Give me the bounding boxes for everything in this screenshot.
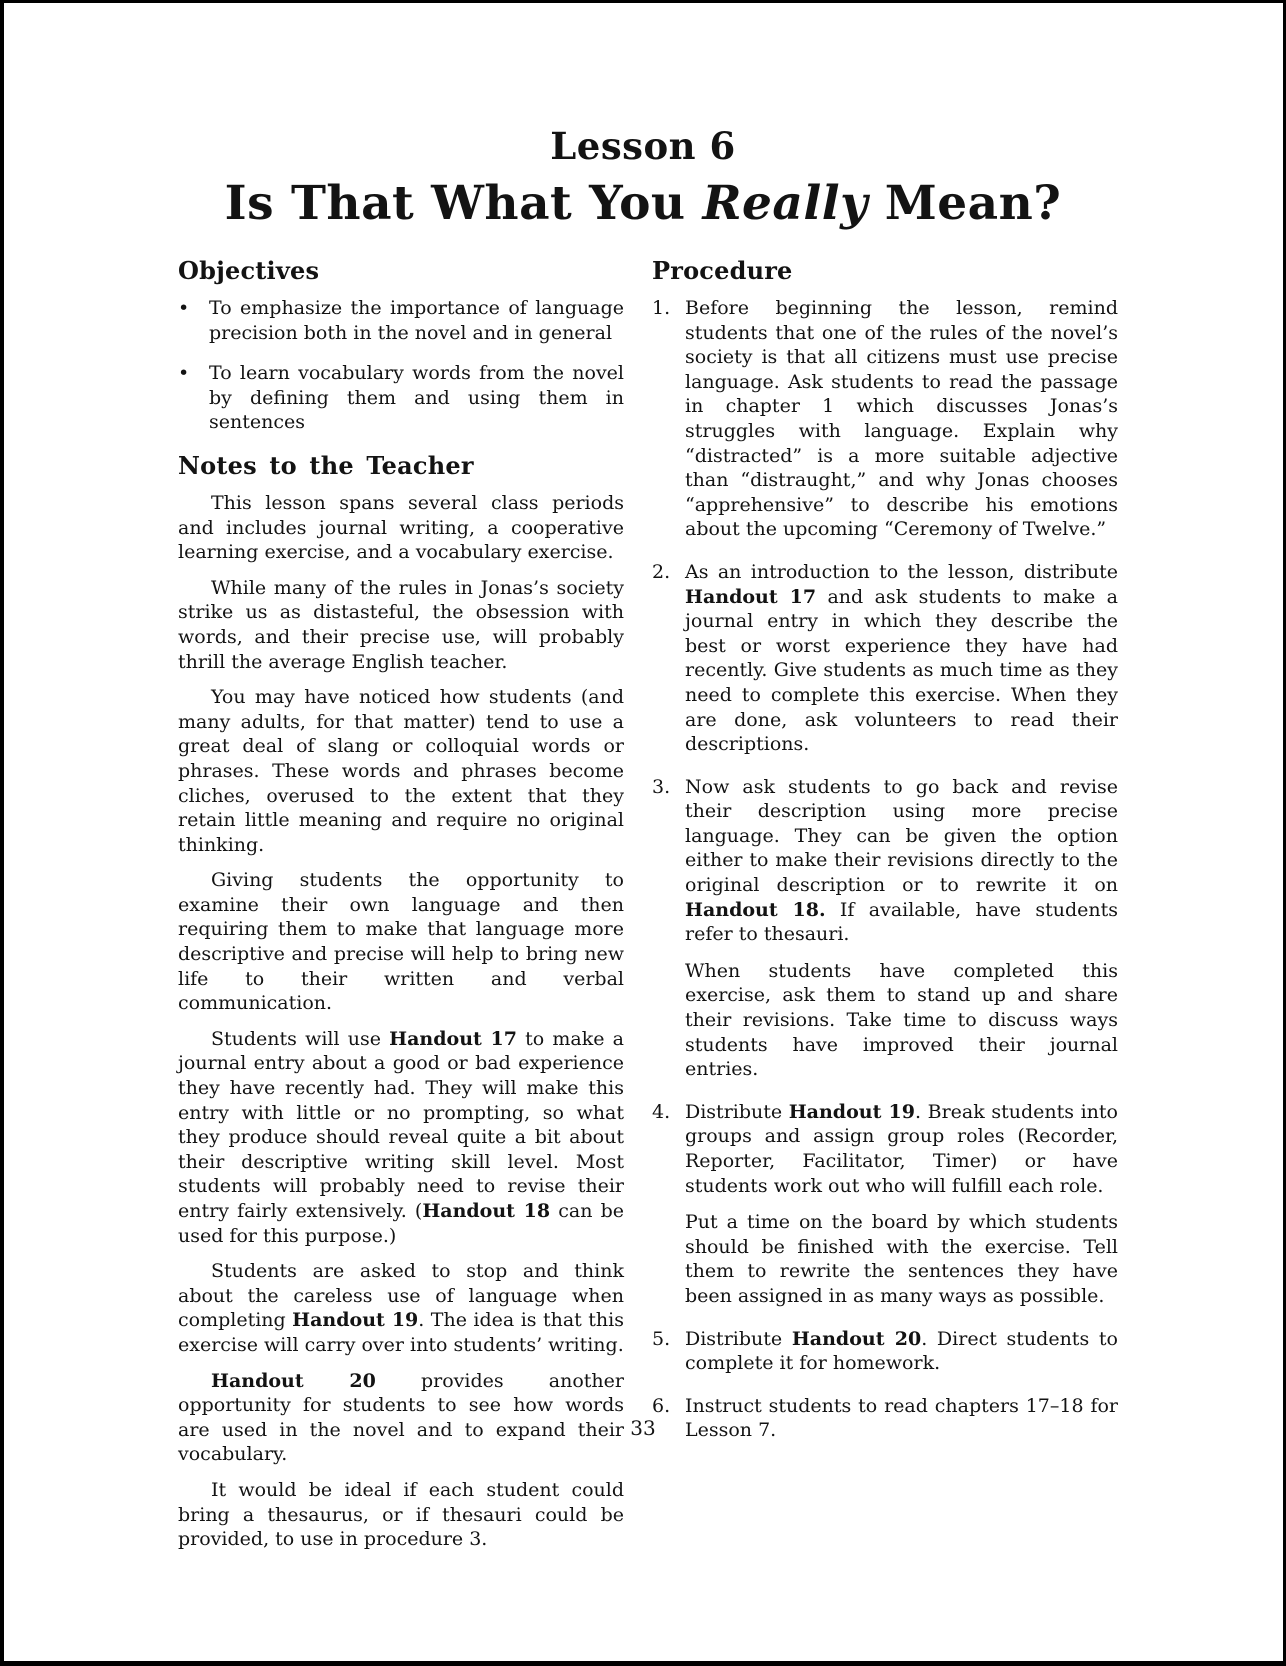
left-column	[178, 256, 624, 1563]
paragraph: Distribute Handout 19. Break students into groups and assign group roles (Recorder, Reporter, Facilitator, Timer) or have students work out who will fulfill each role.	[685, 1100, 1118, 1197]
item-number: 6.	[652, 1394, 671, 1417]
procedure-item-body	[685, 1100, 1118, 1309]
procedure-item-body	[685, 296, 1118, 542]
item-number: 2.	[652, 560, 671, 583]
item-number: 5.	[652, 1327, 671, 1350]
procedure-item-body	[685, 560, 1118, 757]
objective-item	[178, 296, 624, 345]
paragraph: When students have completed this exercise, ask them to stand up and share their revisions. Take time to discuss ways students have improved their journal entries.	[685, 959, 1118, 1081]
right-column	[652, 256, 1118, 1461]
procedure-item-body	[685, 775, 1118, 1082]
item-number: 3.	[652, 775, 671, 798]
lesson-number: Lesson 6	[550, 124, 736, 168]
lesson-title: Is That What You Really Mean?	[224, 176, 1062, 231]
paragraph: Students are asked to stop and think about the careless use of language when completing Handout 19. The idea is that this exercise will carry over into students’ writing.	[178, 1260, 624, 1356]
objectives-heading: Objectives	[178, 256, 320, 285]
paragraph: Students will use Handout 17 to make a journal entry about a good or bad experience they have recently had. They will make this entry with little or no prompting, so what they produce should reveal quite a bit about their descriptive writing skill level. Most students will probably need to revise their entry fairly extensively. (Handout 18 can be used for this purpose.)	[178, 1027, 624, 1247]
paragraph: Handout 20 provides another opportunity for students to see how words are used in the novel and to expand their vocabulary.	[178, 1369, 624, 1466]
bullet-icon: •	[178, 297, 190, 319]
objective-item	[178, 361, 624, 435]
procedure-item	[652, 1327, 1118, 1376]
paragraph: You may have noticed how students (and many adults, for that matter) tend to use a great deal of slang or colloquial words or phrases. These words and phrases become cliches, overused to the extent that they retain little meaning and require no original thinking.	[178, 686, 624, 856]
procedure-item-body	[685, 1327, 1118, 1376]
paragraph: Put a time on the board by which students should be finished with the exercise. Tell them to rewrite the sentences they have been assigned in as many ways as possible.	[685, 1211, 1118, 1307]
paragraph: Now ask students to go back and revise their description using more precise language. They can be given the option either to make their revisions directly to the original description or to rewrite it on Handout 18. If available, have students refer to thesauri.	[685, 775, 1118, 946]
item-number: 4.	[652, 1100, 671, 1123]
procedure-item	[652, 1100, 1118, 1309]
paragraph: Instruct students to read chapters 17–18 for Lesson 7.	[685, 1394, 1118, 1442]
item-number: 1.	[652, 297, 671, 319]
notes-heading: Notes to the Teacher	[178, 450, 474, 480]
objective-text: To learn vocabulary words from the novel by defining them and using them in sentences	[209, 362, 624, 434]
paragraph: While many of the rules in Jonas’s society strike us as distasteful, the obsession with words, and their precise use, will probably thrill the average English teacher.	[178, 576, 624, 673]
objectives-list	[178, 296, 624, 435]
procedure-heading: Procedure	[652, 256, 793, 285]
procedure-item	[652, 775, 1118, 1082]
procedure-item	[652, 560, 1118, 757]
paragraph: Before beginning the lesson, remind students that one of the rules of the novel’s society is that all citizens must use precise language. Ask students to read the passage in chapter 1 which discusses Jonas’s struggles with language. Explain why “distracted” is a more suitable adjective than “distraught,” and why Jonas chooses “apprehensive” to describe his emotions about the upcoming “Ceremony of Twelve.”	[685, 297, 1118, 541]
procedure-item	[652, 296, 1118, 542]
paragraph: This lesson spans several class periods and includes journal writing, a cooperative learning exercise, and a vocabulary exercise.	[178, 491, 624, 564]
page-number: 33	[630, 1416, 656, 1440]
notes-section	[178, 491, 624, 1552]
title-block	[0, 124, 1286, 231]
bullet-icon: •	[178, 362, 190, 385]
paragraph: As an introduction to the lesson, distribute Handout 17 and ask students to make a journal entry in which they describe the best or worst experience they have had recently. Give students as much time as they need to complete this exercise. When they are done, ask volunteers to read their descriptions.	[685, 560, 1118, 756]
paragraph: It would be ideal if each student could bring a thesaurus, or if thesauri could be provided, to use in procedure 3.	[178, 1478, 624, 1551]
objective-text: To emphasize the importance of language precision both in the novel and in general	[209, 297, 624, 344]
procedure-list	[652, 296, 1118, 1443]
paragraph: Distribute Handout 20. Direct students to complete it for homework.	[685, 1327, 1118, 1375]
paragraph: Giving students the opportunity to examine their own language and then requiring them to make that language more descriptive and precise will help to bring new life to their written and verbal communication.	[178, 869, 624, 1015]
